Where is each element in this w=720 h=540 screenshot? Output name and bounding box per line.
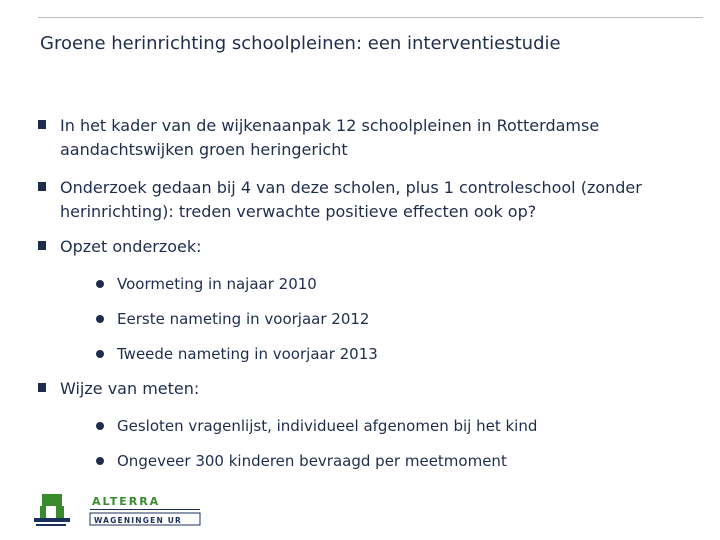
round-bullet-icon <box>96 315 104 323</box>
round-bullet-icon <box>96 422 104 430</box>
sub-item <box>96 308 696 330</box>
sub-item-text: Tweede nameting in voorjaar 2013 <box>117 345 378 363</box>
bullet-item <box>38 235 688 259</box>
bullet-item <box>38 114 688 162</box>
logo-wave-icon <box>34 518 70 522</box>
bullet-item <box>38 377 688 401</box>
square-bullet-icon <box>38 182 46 191</box>
bullet-text: In het kader van de wijkenaanpak 12 schoolpleinen in Rotterdamse aandachtswijken groen heringericht <box>60 116 600 159</box>
bullet-text: Wijze van meten: <box>60 379 200 398</box>
sub-item-text: Gesloten vragenlijst, individueel afgenomen bij het kind <box>117 417 538 435</box>
logo-block-icon <box>56 506 64 520</box>
logo-text-wageningen: WAGENINGEN UR <box>94 516 182 525</box>
sub-item <box>96 273 696 295</box>
sub-item <box>96 343 696 365</box>
alterra-wageningen-logo <box>34 490 204 528</box>
bullet-text: Opzet onderzoek: <box>60 237 202 256</box>
square-bullet-icon <box>38 383 46 392</box>
square-bullet-icon <box>38 120 46 129</box>
sub-item <box>96 415 696 437</box>
round-bullet-icon <box>96 457 104 465</box>
round-bullet-icon <box>96 350 104 358</box>
sub-item-text: Voormeting in najaar 2010 <box>117 275 317 293</box>
logo-block-icon <box>42 494 62 506</box>
sub-item-text: Ongeveer 300 kinderen bevraagd per meetmoment <box>117 452 507 470</box>
top-divider <box>38 17 703 18</box>
square-bullet-icon <box>38 241 46 250</box>
sub-item <box>96 450 696 472</box>
logo-graphic <box>34 490 204 528</box>
round-bullet-icon <box>96 280 104 288</box>
bullet-item <box>38 176 688 224</box>
logo-block-icon <box>40 506 46 520</box>
logo-wave-icon <box>36 524 66 526</box>
logo-divider <box>90 509 200 510</box>
logo-text-alterra: ALTERRA <box>92 495 161 508</box>
sub-item-text: Eerste nameting in voorjaar 2012 <box>117 310 370 328</box>
bullet-text: Onderzoek gedaan bij 4 van deze scholen, plus 1 controleschool (zonder herinrichting): treden verwachte positieve effecten ook op? <box>60 178 642 221</box>
slide-title: Groene herinrichting schoolpleinen: een interventiestudie <box>40 33 561 54</box>
